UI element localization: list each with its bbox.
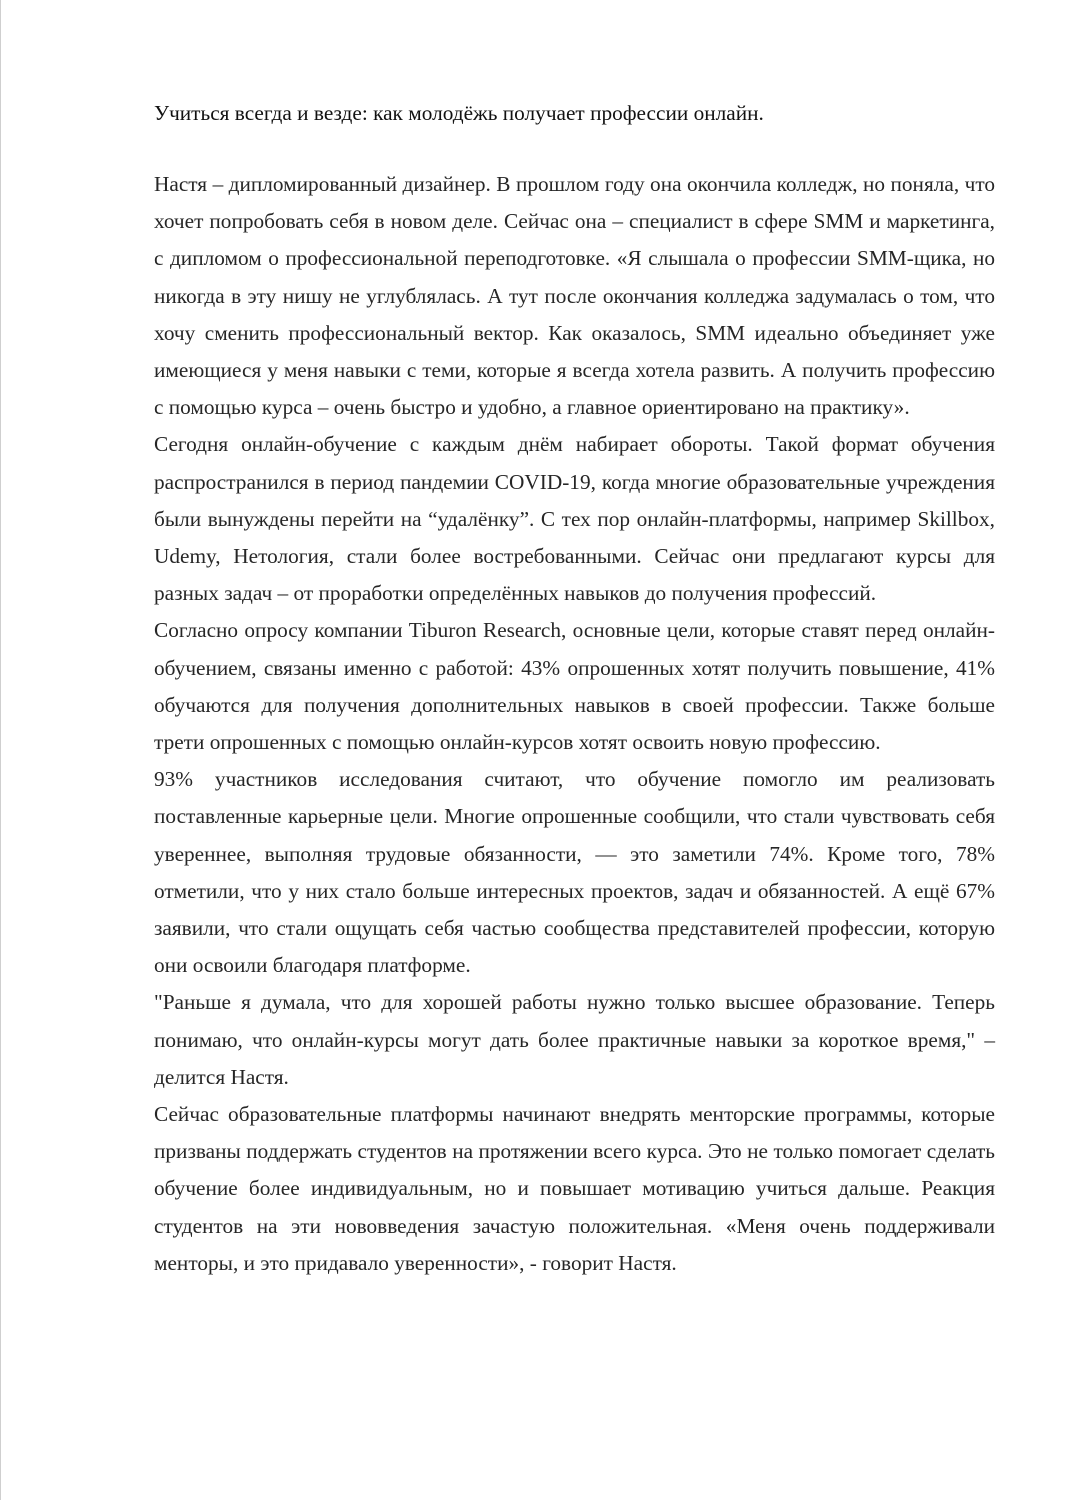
paragraph-mentorship: Сейчас образовательные платформы начинают внедрять менторские программы, которые призваны поддержать студентов на протяжении всего курса. Это не только помогает сделать обучение более индивидуальным, но и повышает мотивацию учиться дальше. Реакция студентов на эти нововведения зачастую положительная. «Меня очень поддерживали менторы, и это придавало уверенности», - говорит Настя. bbox=[154, 1102, 995, 1275]
document-title: Учиться всегда и везде: как молодёжь получает профессии онлайн. bbox=[154, 101, 764, 125]
paragraph-career-goals: 93% участников исследования считают, что обучение помогло им реализовать поставленные карьерные цели. Многие опрошенные сообщили, что стали чувствовать себя увереннее, выполняя трудовые обязанности, — это заметили 74%. Кроме того, 78% отметили, что у них стало больше интересных проектов, задач и обязанностей. А ещё 67% заявили, что стали ощущать себя частью сообщества представителей профессии, которую они освоили благодаря платформе. bbox=[154, 767, 995, 978]
paragraph-nastya-quote: "Раньше я думала, что для хорошей работы нужно только высшее образование. Теперь понимаю, что онлайн-курсы могут дать более практичные навыки за короткое время," – делится Настя. bbox=[154, 990, 995, 1089]
document-body bbox=[154, 96, 995, 1282]
paragraph-intro-nastya: Настя – дипломированный дизайнер. В прошлом году она окончила колледж, но поняла, что хочет попробовать себя в новом деле. Сейчас она – специалист в сфере SMM и маркетинга, с дипломом о профессиональной переподготовке. «Я слышала о профессии SMM-щика, но никогда в эту нишу не углублялась. А тут после окончания колледжа задумалась о том, что хочу сменить профессиональный вектор. Как оказалось, SMM идеально объединяет уже имеющиеся у меня навыки с теми, которые я всегда хотела развить. А получить профессию с помощью курса – очень быстро и удобно, а главное ориентировано на практику». bbox=[154, 172, 995, 420]
paragraph-online-learning-growth: Сегодня онлайн-обучение с каждым днём набирает обороты. Такой формат обучения распространился в период пандемии COVID-19, когда многие образовательные учреждения были вынуждены перейти на “удалёнку”. С тех пор онлайн-платформы, например Skillbox, Udemy, Нетология, стали более востребованными. Сейчас они предлагают курсы для разных задач – от проработки определённых навыков до получения профессий. bbox=[154, 432, 995, 606]
paragraph-tiburon-survey: Согласно опросу компании Tiburon Research, основные цели, которые ставят перед онлайн-обучением, связаны именно с работой: 43% опрошенных хотят получить повышение, 41% обучаются для получения дополнительных навыков в своей профессии. Также больше трети опрошенных с помощью онлайн-курсов хотят освоить новую профессию. bbox=[154, 618, 995, 755]
